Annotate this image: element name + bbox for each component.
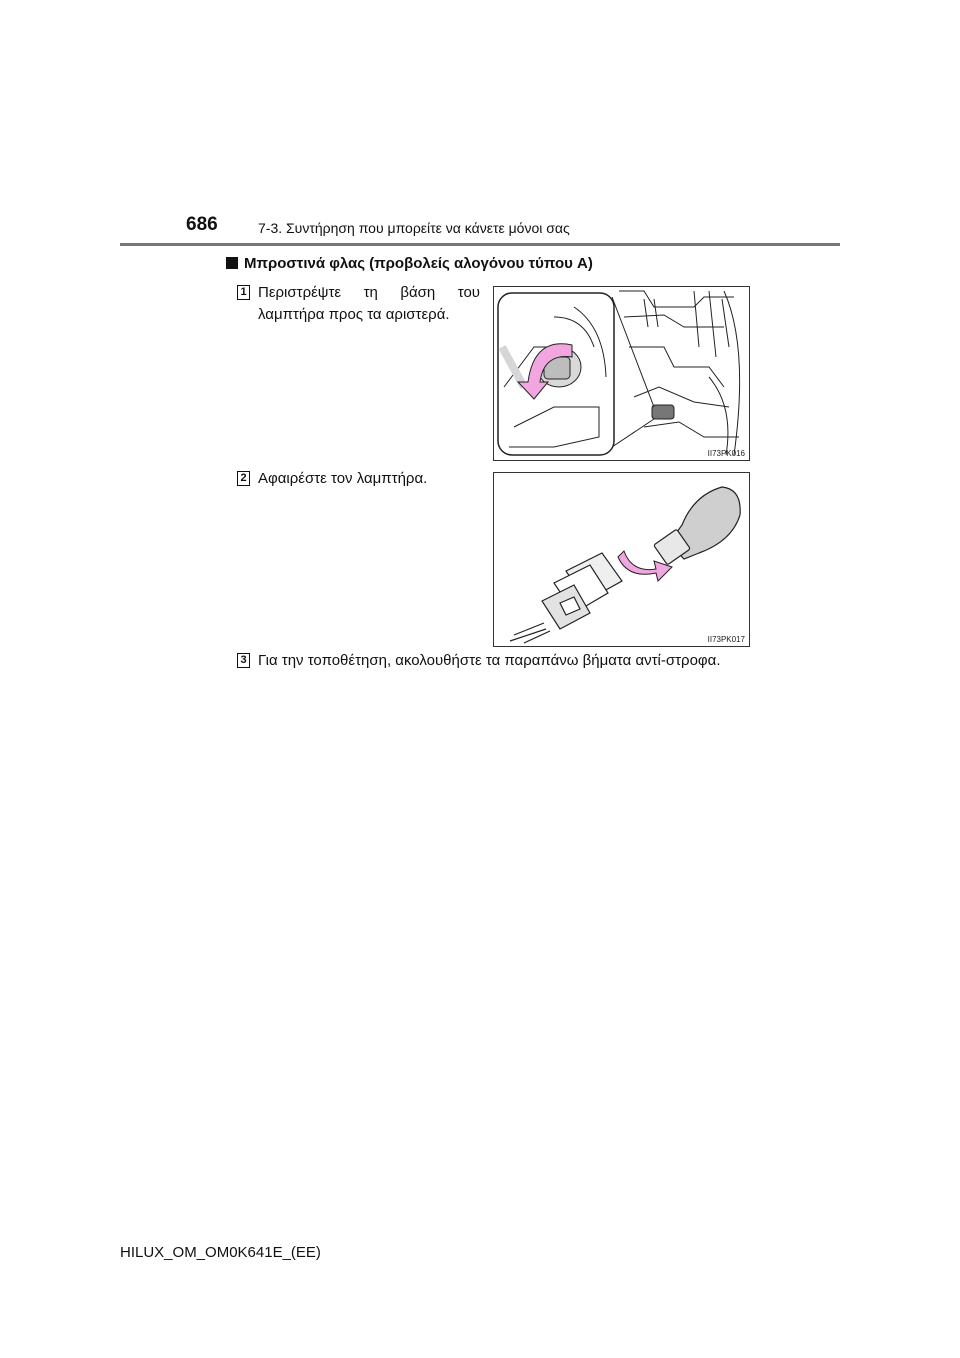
figure-bulb-remove: [493, 472, 750, 647]
figure-2-code: II73PK017: [707, 635, 745, 644]
document-footer: HILUX_OM_OM0K641E_(EE): [120, 1244, 321, 1261]
heading-text: Μπροστινά φλας (προβολείς αλογόνου τύπου A): [244, 255, 593, 272]
header-divider: [120, 243, 840, 246]
step-2-text: Αφαιρέστε τον λαμπτήρα.: [258, 470, 428, 487]
socket-rotate-illustration: [494, 287, 749, 460]
section-heading: [226, 255, 593, 272]
step-1-number: 1: [237, 285, 250, 300]
page-number: 686: [186, 214, 218, 235]
bulb-remove-illustration: [494, 473, 749, 646]
figure-1-code: II73PK016: [707, 449, 745, 458]
step-1-text: Περιστρέψτε τη βάση του λαμπτήρα προς τα αριστερά.: [258, 284, 480, 323]
step-2-number: 2: [237, 471, 250, 486]
step-3-text: Για την τοποθέτηση, ακολουθήστε τα παραπάνω βήματα αντί-στροφα.: [258, 652, 721, 669]
section-title: 7-3. Συντήρηση που μπορείτε να κάνετε μόνοι σας: [258, 220, 570, 236]
heading-square-icon: [226, 257, 238, 269]
figure-bulb-socket-rotate: [493, 286, 750, 461]
step-3-number: 3: [237, 653, 250, 668]
